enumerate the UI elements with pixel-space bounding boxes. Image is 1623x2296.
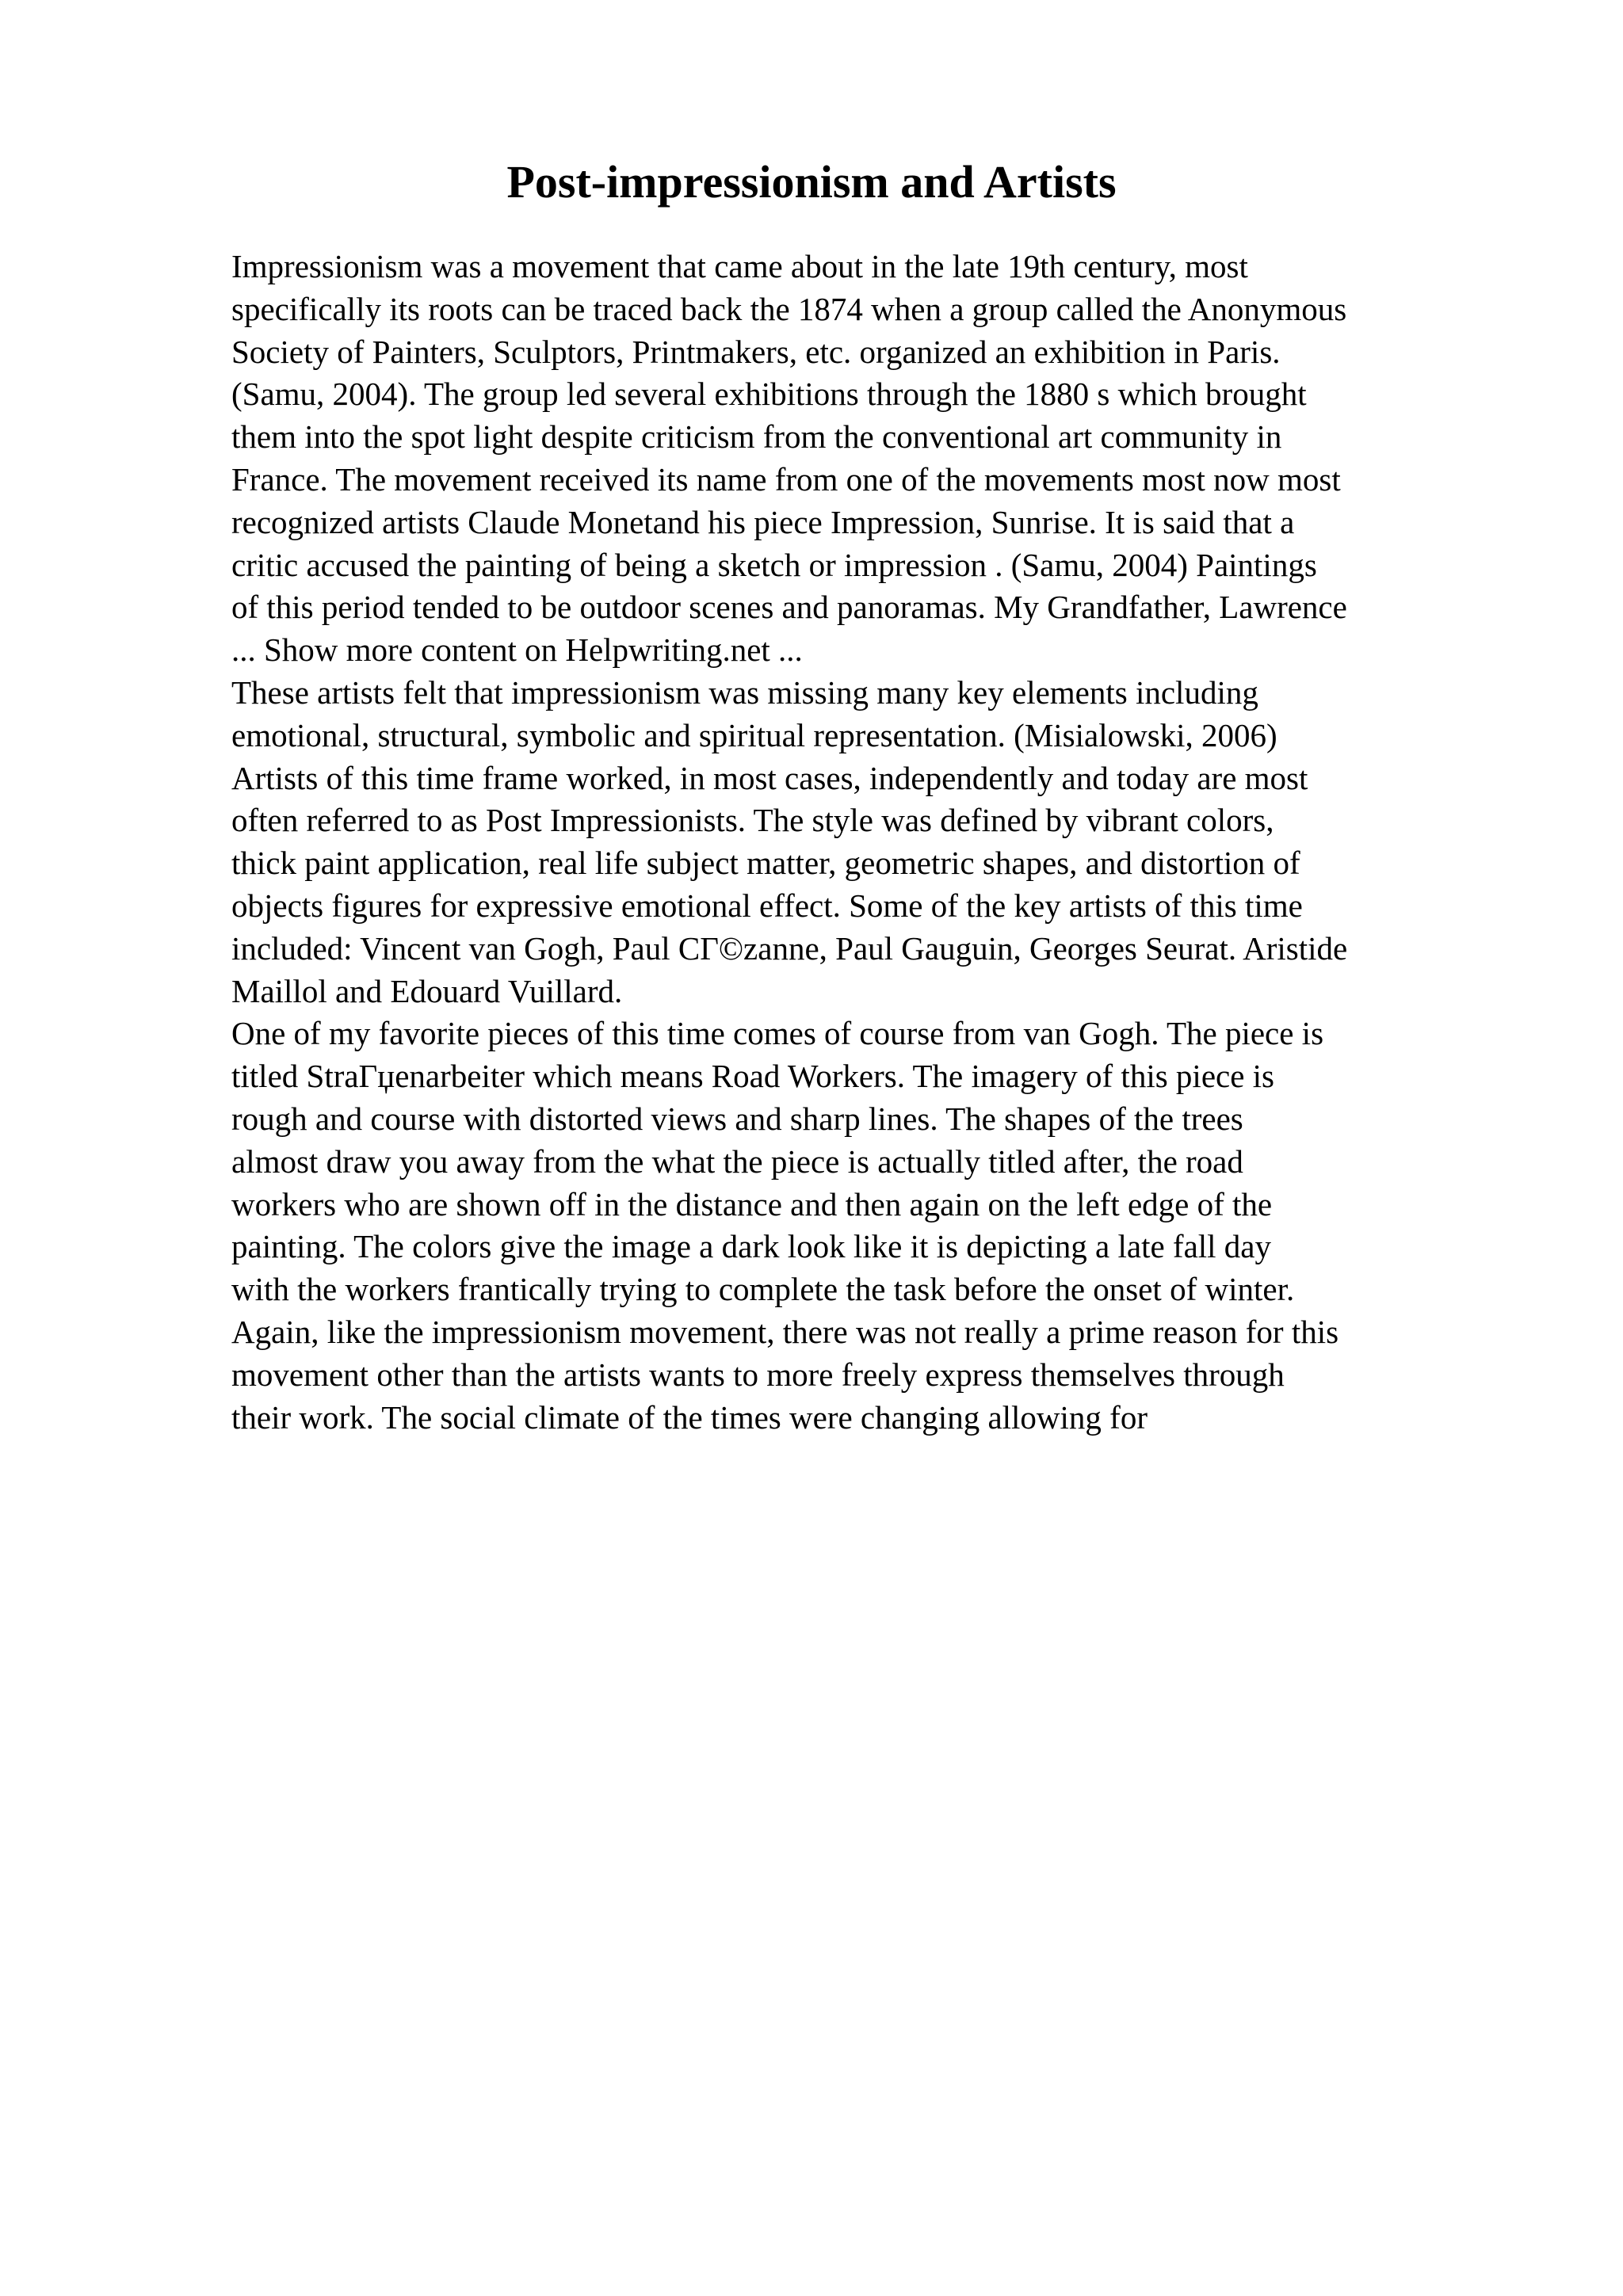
body-line: recognized artists Claude Monetand his piece Impression, Sunrise. It is said that a (231, 503, 1295, 540)
body-line: of this period tended to be outdoor scenes and panoramas. My Grandfather, Lawrence (231, 589, 1347, 626)
body-line: Again, like the impressionism movement, there was not really a prime reason for this (231, 1313, 1339, 1350)
body-line: thick paint application, real life subject matter, geometric shapes, and distortion of (231, 845, 1300, 882)
body-line: with the workers frantically trying to complete the task before the onset of winter. (231, 1271, 1295, 1308)
body-line: critic accused the painting of being a sketch or impression . (Samu, 2004) Paintings (231, 546, 1317, 583)
body-line: Maillol and Edouard Vuillard. (231, 972, 623, 1009)
body-line: These artists felt that impressionism was missing many key elements including (231, 673, 1258, 711)
document-body (231, 246, 1515, 1439)
body-line: One of my favorite pieces of this time comes of course from van Gogh. The piece is (231, 1015, 1324, 1052)
body-line: painting. The colors give the image a dark look like it is depicting a late fall day (231, 1228, 1271, 1265)
body-line: included: Vincent van Gogh, Paul CГ©zanne, Paul Gauguin, Georges Seurat. Aristide (231, 929, 1348, 967)
body-line: their work. The social climate of the times were changing allowing for (231, 1398, 1148, 1436)
body-line: emotional, structural, symbolic and spiritual representation. (Misialowski, 2006) (231, 716, 1277, 753)
body-line: workers who are shown off in the distance and then again on the left edge of the (231, 1185, 1273, 1222)
body-line: Artists of this time frame worked, in most cases, independently and today are most (231, 759, 1308, 796)
body-line: them into the spot light despite criticism from the conventional art community in (231, 418, 1282, 456)
body-line: titled StraГџenarbeiter which means Road Workers. The imagery of this piece is (231, 1058, 1275, 1095)
body-line: Impressionism was a movement that came about in the late 19th century, most (231, 248, 1248, 284)
body-line: (Samu, 2004). The group led several exhibitions through the 1880 s which brought (231, 376, 1307, 413)
body-line: often referred to as Post Impressionists. The style was defined by vibrant colors, (231, 802, 1274, 839)
body-line: France. The movement received its name from one of the movements most now most (231, 460, 1341, 498)
body-line: Society of Painters, Sculptors, Printmakers, etc. organized an exhibition in Paris. (231, 333, 1281, 370)
body-line: rough and course with distorted views and sharp lines. The shapes of the trees (231, 1100, 1243, 1137)
body-line: almost draw you away from the what the piece is actually titled after, the road (231, 1142, 1243, 1180)
document-title: Post-impressionism and Artists (506, 156, 1117, 208)
body-line: movement other than the artists wants to more freely express themselves through (231, 1356, 1285, 1393)
show-more-line: ... Show more content on Helpwriting.net ... (231, 631, 803, 669)
body-line: objects figures for expressive emotional effect. Some of the key artists of this time (231, 887, 1303, 924)
body-line: specifically its roots can be traced back the 1874 when a group called the Anonymous (231, 290, 1347, 327)
